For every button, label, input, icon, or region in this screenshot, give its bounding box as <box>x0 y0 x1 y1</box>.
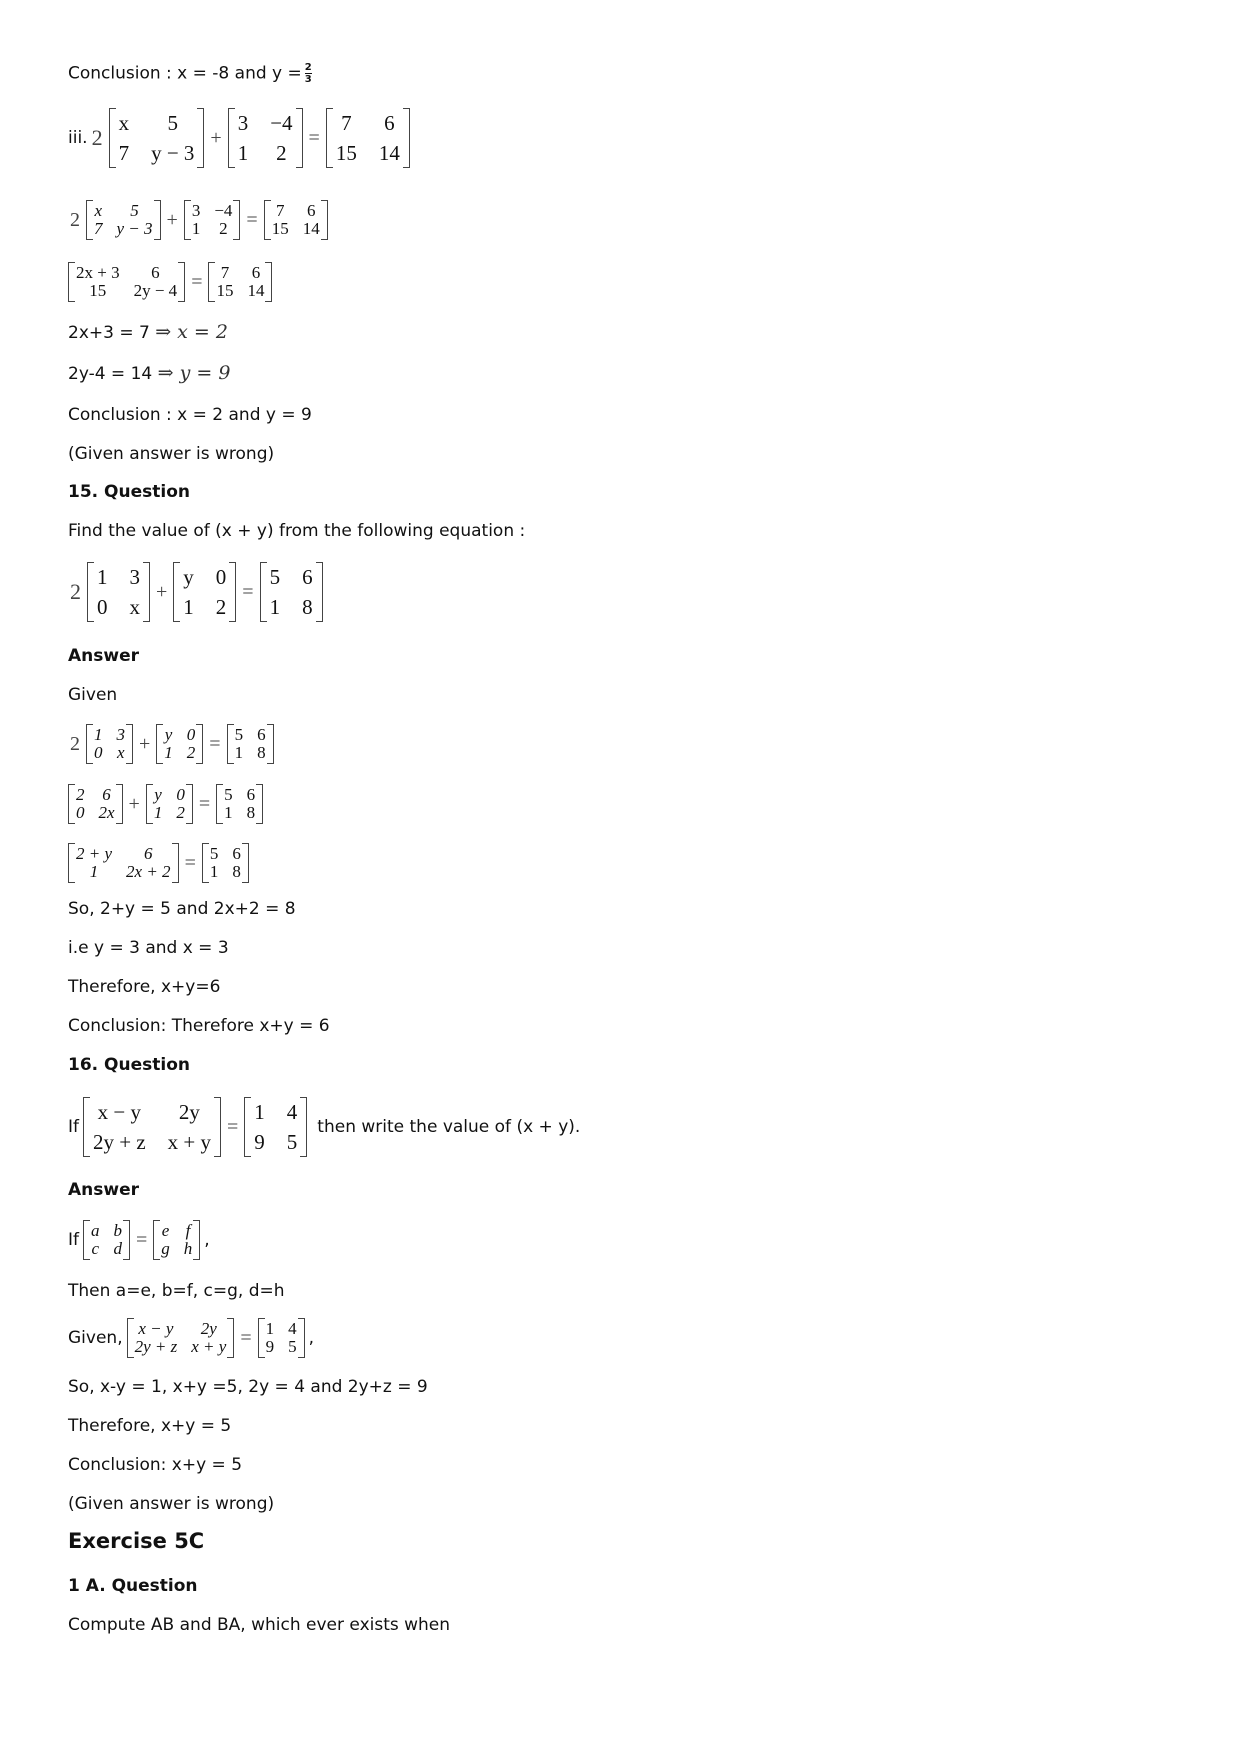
matrix-entry: 2 + y <box>76 844 113 863</box>
math-token: , <box>308 1328 314 1348</box>
part-iii-equation <box>68 108 414 168</box>
matrix-entry: 1 <box>94 725 103 744</box>
math-token: then write the value of (x + y). <box>317 1117 581 1137</box>
matrix-entry: 2y <box>178 1100 200 1124</box>
math-token: 2y-4 = 14 <box>68 364 153 384</box>
matrix-entry: 15 <box>335 141 357 165</box>
matrix-entry: x + y <box>167 1130 212 1154</box>
matrix-entry: 2y + z <box>134 1337 178 1356</box>
equals-sign: = <box>191 271 203 293</box>
matrix-c <box>326 108 410 168</box>
matrix-entry: d <box>113 1239 122 1258</box>
q15-conclusion: Conclusion: Therefore x+y = 6 <box>68 1016 330 1036</box>
matrix-entry: y <box>164 725 173 744</box>
matrix-entry: g <box>161 1239 170 1258</box>
matrix-entry: 5 <box>288 1337 297 1356</box>
answer-heading: Answer <box>68 646 139 666</box>
matrix-entry: 9 <box>265 1337 275 1356</box>
matrix-entry: 1 <box>269 595 281 619</box>
matrix-a <box>109 108 205 168</box>
wrong-answer-note: (Given answer is wrong) <box>68 1494 275 1514</box>
q15-line: So, 2+y = 5 and 2x+2 = 8 <box>68 899 296 919</box>
matrix-entry: 1 <box>209 862 219 881</box>
math-token: + <box>128 793 140 815</box>
matrix-entry: 5 <box>167 111 178 135</box>
matrix-entry: 15 <box>89 281 107 300</box>
matrix-entry: 6 <box>151 263 160 282</box>
matrix-entry: 5 <box>224 785 233 804</box>
matrix-entry: 2 <box>76 785 85 804</box>
matrix-entry: x <box>116 743 125 762</box>
matrix-entry: h <box>183 1239 193 1258</box>
matrix-entry: 6 <box>246 785 256 804</box>
matrix-entry: a <box>91 1221 100 1240</box>
matrix-entry: 2y + z <box>93 1130 146 1154</box>
matrix-entry: 6 <box>251 263 261 282</box>
matrix-entry: x <box>129 595 140 619</box>
matrix-entry: 3 <box>237 111 249 135</box>
matrix-a <box>83 1097 221 1157</box>
scalar: 2 <box>70 209 80 231</box>
matrix-entry: 4 <box>288 1319 297 1338</box>
matrix-entry: y <box>154 785 162 804</box>
matrix-entry: 2x <box>98 803 115 822</box>
matrix-entry: y − 3 <box>151 141 195 165</box>
matrix-entry: 1 <box>265 1319 275 1338</box>
equation-y <box>68 362 230 385</box>
matrix-entry: 14 <box>302 219 320 238</box>
matrix-entry: 2 <box>186 743 196 762</box>
conclusion-text: Conclusion : x = -8 and y = <box>68 63 302 84</box>
matrix-entry: b <box>113 1221 122 1240</box>
matrix-b <box>146 784 193 824</box>
fraction <box>305 62 312 85</box>
matrix-entry: 2y − 4 <box>133 281 178 300</box>
math-token: If <box>68 1117 79 1137</box>
math-result: ⇒ y = 9 <box>157 362 231 384</box>
math-token: 2x+3 = 7 <box>68 323 150 343</box>
matrix-c <box>264 200 328 240</box>
matrix-c <box>260 562 323 622</box>
matrix-entry: 2 <box>215 595 227 619</box>
matrix-entry: 1 <box>183 595 194 619</box>
then-line: Then a=e, b=f, c=g, d=h <box>68 1281 285 1301</box>
q15-step2 <box>68 784 267 824</box>
matrix-a <box>68 784 123 824</box>
math-token: = <box>242 581 254 603</box>
matrix-entry: 1 <box>97 565 108 589</box>
conclusion-previous <box>68 62 312 85</box>
matrix-c <box>216 784 263 824</box>
matrix-a <box>87 562 150 622</box>
equality-rule <box>68 1220 210 1260</box>
matrix-entry: 15 <box>216 281 234 300</box>
matrix-a <box>68 262 185 302</box>
math-result: ⇒ x = 2 <box>155 321 228 343</box>
math-token: Given, <box>68 1328 123 1348</box>
matrix-entry: f <box>185 1221 191 1240</box>
matrix-entry: 6 <box>384 111 395 135</box>
matrix-b <box>228 108 303 168</box>
matrix-entry: 8 <box>257 743 266 762</box>
matrix-entry: 1 <box>224 803 233 822</box>
matrix-a <box>68 843 179 883</box>
matrix-entry: 0 <box>94 743 103 762</box>
matrix-c <box>227 724 274 764</box>
matrix-entry: 3 <box>116 725 125 744</box>
q15-step3 <box>68 843 253 883</box>
matrix-entry: 8 <box>302 595 313 619</box>
matrix-entry: x <box>118 111 130 135</box>
matrix-entry: 5 <box>234 725 244 744</box>
equation-x <box>68 321 228 344</box>
matrix-entry: 2x + 2 <box>126 862 171 881</box>
answer-heading: Answer <box>68 1180 139 1200</box>
given-equation <box>68 1318 314 1358</box>
matrix-entry: 2 <box>176 803 185 822</box>
matrix-entry: 5 <box>130 201 139 220</box>
matrix-entry: x − y <box>138 1319 174 1338</box>
matrix-entry: 1 <box>254 1100 265 1124</box>
equals-sign: = <box>246 209 258 231</box>
math-token: = <box>184 852 196 874</box>
matrix-b <box>153 1220 200 1260</box>
matrix-entry: 1 <box>153 803 163 822</box>
fraction-denominator: 3 <box>304 74 312 85</box>
wrong-answer-note: (Given answer is wrong) <box>68 444 275 464</box>
matrix-entry: 7 <box>94 219 103 238</box>
matrix-entry: x − y <box>97 1100 141 1124</box>
part-label: iii. <box>68 128 88 148</box>
matrix-a <box>127 1318 235 1358</box>
matrix-entry: c <box>91 1239 100 1258</box>
q15-line: i.e y = 3 and x = 3 <box>68 938 229 958</box>
math-token: = <box>240 1327 252 1349</box>
matrix-entry: x + y <box>191 1337 227 1356</box>
matrix-entry: 0 <box>76 803 85 822</box>
math-token: , <box>204 1230 210 1250</box>
matrix-entry: 0 <box>97 595 108 619</box>
matrix-entry: 6 <box>257 725 266 744</box>
matrix-entry: 5 <box>269 565 281 589</box>
q16-line: So, x-y = 1, x+y =5, 2y = 4 and 2y+z = 9 <box>68 1377 428 1397</box>
matrix-a <box>86 724 133 764</box>
matrix-b <box>202 843 249 883</box>
matrix-entry: 6 <box>306 201 316 220</box>
matrix-entry: 6 <box>102 785 111 804</box>
conclusion-iii: Conclusion : x = 2 and y = 9 <box>68 405 312 425</box>
math-token: If <box>68 1230 79 1250</box>
math-token: 2 <box>70 733 80 755</box>
question-15-equation <box>68 562 327 622</box>
question-1a-prompt: Compute AB and BA, which ever exists when <box>68 1615 451 1635</box>
question-15-heading: 15. Question <box>68 482 190 502</box>
question-15-prompt: Find the value of (x + y) from the following equation : <box>68 521 526 541</box>
matrix-entry: 15 <box>271 219 289 238</box>
matrix-entry: e <box>161 1221 170 1240</box>
q15-step1 <box>68 724 278 764</box>
matrix-entry: 9 <box>254 1130 265 1154</box>
matrix-b <box>208 262 272 302</box>
math-token: + <box>139 733 151 755</box>
step1-equation <box>68 200 332 240</box>
matrix-entry: x <box>94 201 103 220</box>
exercise-heading: Exercise 5C <box>68 1529 205 1553</box>
math-token: = <box>136 1229 148 1251</box>
question-1a-heading: 1 A. Question <box>68 1576 198 1596</box>
scalar: 2 <box>91 125 103 150</box>
matrix-b <box>258 1318 305 1358</box>
matrix-entry: 4 <box>286 1100 298 1124</box>
matrix-a <box>86 200 161 240</box>
matrix-entry: 0 <box>186 725 196 744</box>
matrix-entry: 14 <box>247 281 265 300</box>
matrix-entry: 7 <box>220 263 230 282</box>
matrix-entry: 14 <box>378 141 400 165</box>
q16-conclusion: Conclusion: x+y = 5 <box>68 1455 243 1475</box>
matrix-b <box>156 724 203 764</box>
matrix-entry: 2 <box>219 219 228 238</box>
question-16-heading: 16. Question <box>68 1055 190 1075</box>
matrix-entry: 6 <box>232 844 241 863</box>
matrix-entry: 8 <box>246 803 256 822</box>
matrix-entry: 2 <box>276 141 287 165</box>
plus-sign: + <box>166 209 178 231</box>
matrix-entry: 5 <box>209 844 219 863</box>
matrix-entry: 2x + 3 <box>76 263 120 282</box>
math-token: = <box>198 793 211 815</box>
matrix-b <box>173 562 236 622</box>
q15-line: Therefore, x+y=6 <box>68 977 221 997</box>
question-16-prompt <box>68 1097 580 1157</box>
matrix-b <box>244 1097 307 1157</box>
equals-sign: = <box>308 127 320 149</box>
matrix-entry: 7 <box>275 201 285 220</box>
matrix-entry: −4 <box>270 111 293 135</box>
q16-line: Therefore, x+y = 5 <box>68 1416 232 1436</box>
step2-equation <box>68 262 276 302</box>
matrix-entry: 6 <box>144 844 153 863</box>
matrix-entry: 6 <box>302 565 313 589</box>
matrix-entry: 0 <box>176 785 185 804</box>
matrix-entry: 2y <box>200 1319 217 1338</box>
matrix-entry: 8 <box>232 862 241 881</box>
matrix-entry: 7 <box>341 111 352 135</box>
matrix-entry: 0 <box>215 565 227 589</box>
matrix-entry: 1 <box>191 219 201 238</box>
matrix-entry: 7 <box>118 141 130 165</box>
matrix-entry: 5 <box>286 1130 298 1154</box>
math-token: = <box>209 733 221 755</box>
math-token: + <box>156 581 168 603</box>
matrix-entry: y <box>183 565 194 589</box>
matrix-entry: 1 <box>89 862 99 881</box>
matrix-entry: y − 3 <box>116 219 153 238</box>
matrix-entry: 1 <box>237 141 249 165</box>
scalar: 2 <box>70 579 81 604</box>
given-label: Given <box>68 685 118 705</box>
matrix-entry: −4 <box>214 201 233 220</box>
matrix-a <box>83 1220 130 1260</box>
matrix-entry: 3 <box>191 201 201 220</box>
plus-sign: + <box>210 127 222 149</box>
matrix-b <box>184 200 241 240</box>
matrix-entry: 1 <box>234 743 244 762</box>
matrix-entry: 3 <box>129 565 140 589</box>
fraction-numerator: 2 <box>304 62 312 73</box>
math-token: = <box>227 1116 239 1138</box>
matrix-entry: 1 <box>164 743 173 762</box>
